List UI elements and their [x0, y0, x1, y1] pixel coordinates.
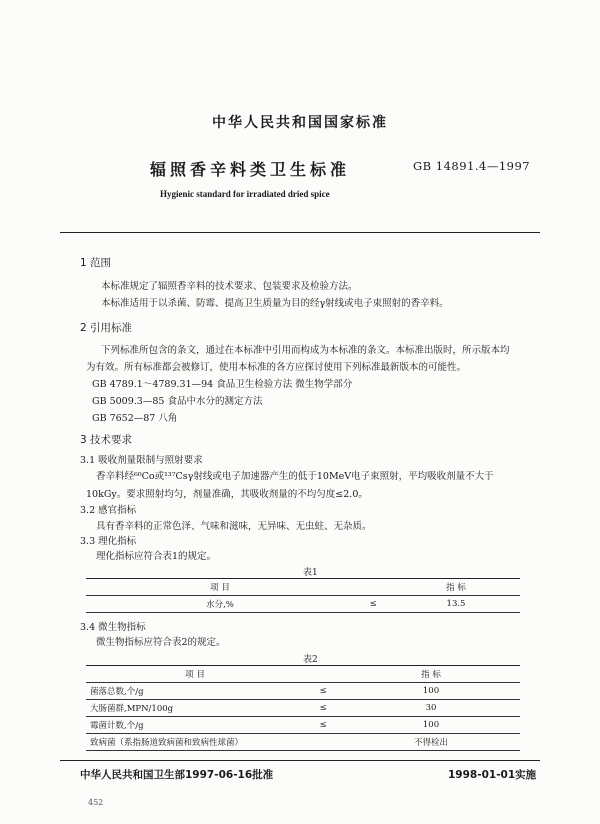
section-1-paragraph-1: 本标准规定了辐照香辛料的技术要求、包装要求及检验方法。	[101, 281, 358, 292]
footer-divider	[60, 760, 540, 761]
reference-gb4789: GB 4789.1～4789.31—94 食品卫生检验方法 微生物学部分	[92, 379, 353, 390]
section-3-4-paragraph: 微生物指标应符合表2的规定。	[96, 637, 226, 648]
reference-gb5009: GB 5009.3—85 食品中水分的测定方法	[92, 396, 263, 407]
table-1-moisture-item: 水分,%	[86, 596, 354, 613]
table-1	[86, 579, 520, 613]
table-2-header-row	[86, 666, 520, 683]
table-1-caption: 表1	[303, 568, 318, 578]
table-2-pathogen-op	[304, 734, 342, 751]
section-3-3-heading: 3.3 理化指标	[80, 536, 137, 547]
table-2-caption: 表2	[303, 655, 318, 665]
table-2-total-count-value: 100	[342, 683, 520, 700]
table-2-coliform-item: 大肠菌群,MPN/100g	[86, 700, 304, 717]
english-title: Hygienic standard for irradiated dried spice	[160, 189, 330, 199]
table-row	[86, 700, 520, 717]
approval-info: 中华人民共和国卫生部1997-06-16批准	[80, 769, 274, 781]
table-2-total-count-op: ≤	[304, 683, 342, 700]
table-2-header-item: 项 目	[86, 666, 304, 683]
section-2-paragraph-line-1: 下列标准所包含的条文，通过在本标准中引用而构成为本标准的条文。本标准出版时，所示版本均	[101, 345, 510, 356]
section-3-2-heading: 3.2 感官指标	[80, 505, 137, 516]
table-row	[86, 734, 520, 751]
standard-code: GB 14891.4—1997	[413, 159, 531, 173]
table-2-pathogen-item: 致病菌（系指肠道致病菌和致病性球菌）	[86, 734, 304, 751]
section-1-heading: 1 范围	[80, 257, 112, 269]
reference-gb7652: GB 7652—87 八角	[92, 413, 178, 424]
table-2-coliform-op: ≤	[304, 700, 342, 717]
table-2-total-count-item: 菌落总数,个/g	[86, 683, 304, 700]
table-2-pathogen-value: 不得检出	[342, 734, 520, 751]
table-2-coliform-value: 30	[342, 700, 520, 717]
table-2-mold-item: 霉菌计数,个/g	[86, 717, 304, 734]
table-2-header-op	[304, 666, 342, 683]
section-3-4-heading: 3.4 微生物指标	[80, 622, 146, 633]
table-2-mold-op: ≤	[304, 717, 342, 734]
table-1-header-op	[354, 579, 392, 596]
section-2-paragraph-line-2: 为有效。所有标准都会被修订，使用本标准的各方应探讨使用下列标准最新版本的可能性。	[86, 362, 467, 373]
implementation-date: 1998-01-01实施	[448, 769, 537, 781]
section-3-1-paragraph-line-2: 10kGy。要求照射均匀，剂量准确，其吸收剂量的不均匀度≤2.0。	[86, 489, 368, 500]
table-row	[86, 717, 520, 734]
standard-title: 辐照香辛料类卫生标准	[150, 160, 351, 179]
table-row	[86, 683, 520, 700]
section-3-3-paragraph: 理化指标应符合表1的规定。	[96, 551, 217, 562]
table-2-mold-value: 100	[342, 717, 520, 734]
table-1-header-row	[86, 579, 520, 596]
table-2	[86, 666, 520, 751]
section-3-heading: 3 技术要求	[80, 434, 133, 446]
page-number: 452	[88, 798, 104, 807]
table-1-header-item: 项 目	[86, 579, 354, 596]
table-1-moisture-value: 13.5	[392, 596, 520, 613]
issuing-organization: 中华人民共和国国家标准	[212, 115, 388, 131]
header-divider	[60, 232, 540, 233]
table-1-moisture-op: ≤	[354, 596, 392, 613]
table-1-header-value: 指 标	[392, 579, 520, 596]
section-2-heading: 2 引用标准	[80, 322, 133, 334]
section-3-2-paragraph: 具有香辛料的正常色泽、气味和滋味，无异味、无虫蛀、无杂质。	[96, 521, 372, 532]
table-row	[86, 596, 520, 613]
section-3-1-paragraph-line-1: 香辛料经⁶⁰Co或¹³⁷Csγ射线或电子加速器产生的低于10MeV电子束照射，平均吸收剂量不大于	[96, 471, 494, 482]
section-1-paragraph-2: 本标准适用于以杀菌、防霉、提高卫生质量为目的经γ射线或电子束照射的香辛料。	[101, 298, 449, 309]
section-3-1-heading: 3.1 吸收剂量限制与照射要求	[80, 455, 203, 466]
table-2-header-value: 指 标	[342, 666, 520, 683]
